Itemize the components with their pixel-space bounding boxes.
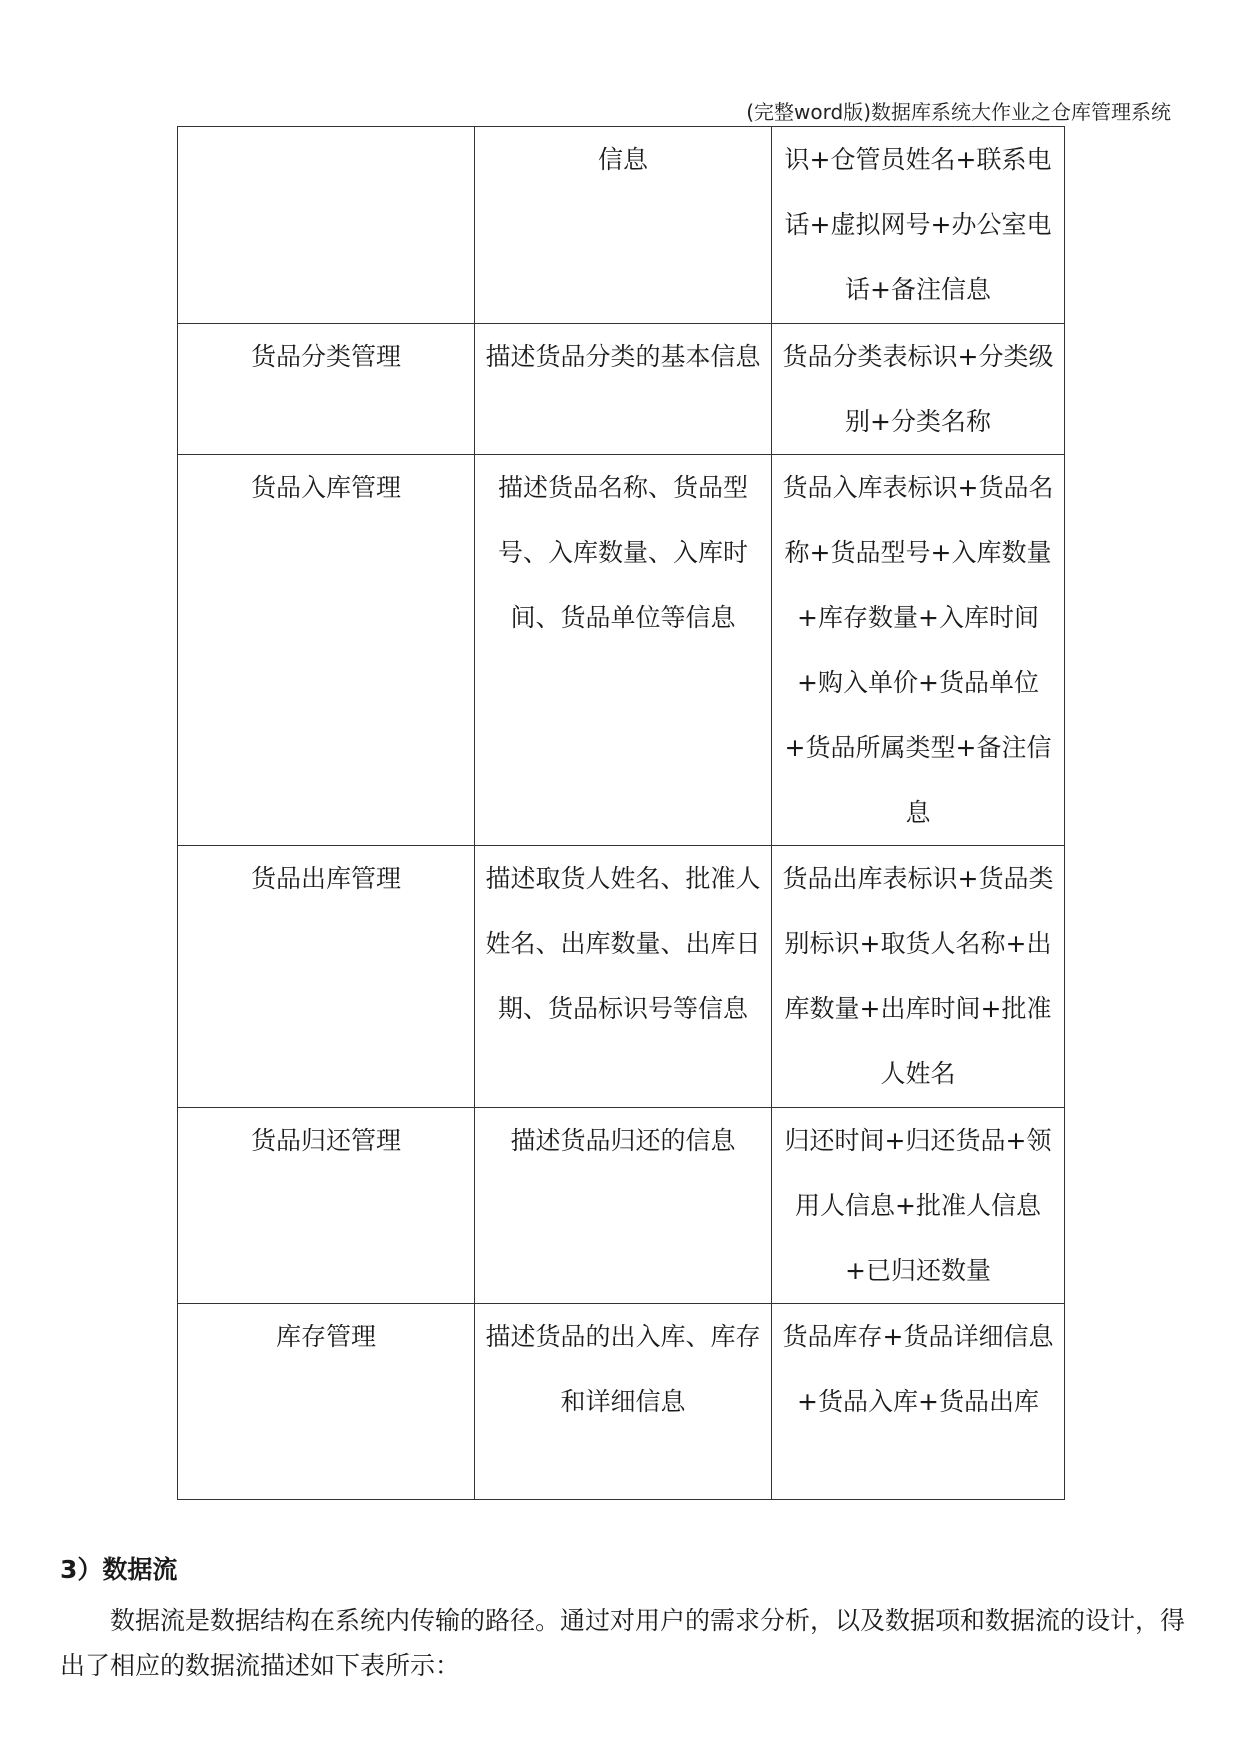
table-row [178, 846, 1065, 1108]
table-cell-name: 库存管理 [178, 1304, 475, 1500]
table-cell-structure: 货品库存+货品详细信息+货品入库+货品出库 [772, 1304, 1065, 1500]
table-row [178, 324, 1065, 455]
table-cell-name [178, 127, 475, 324]
table-cell-structure: 归还时间+归还货品+领用人信息+批准人信息+已归还数量 [772, 1108, 1065, 1304]
table-row [178, 127, 1065, 324]
table-cell-desc: 信息 [475, 127, 772, 324]
data-dictionary-table [177, 126, 1065, 1500]
table-cell-name: 货品入库管理 [178, 455, 475, 846]
section-paragraph: 数据流是数据结构在系统内传输的路径。通过对用户的需求分析，以及数据项和数据流的设计，得出了相应的数据流描述如下表所示： [60, 1606, 1186, 1680]
section-heading: 3）数据流 [60, 1555, 178, 1584]
table-cell-desc: 描述货品归还的信息 [475, 1108, 772, 1304]
table-row [178, 1108, 1065, 1304]
table-cell-structure: 识+仓管员姓名+联系电话+虚拟网号+办公室电话+备注信息 [772, 127, 1065, 324]
table-cell-desc: 描述取货人姓名、批准人姓名、出库数量、出库日期、货品标识号等信息 [475, 846, 772, 1108]
page-header-title: (完整word版)数据库系统大作业之仓库管理系统 [746, 100, 1171, 124]
table-cell-desc: 描述货品的出入库、库存和详细信息 [475, 1304, 772, 1500]
table-cell-name: 货品出库管理 [178, 846, 475, 1108]
table-cell-structure: 货品出库表标识+货品类别标识+取货人名称+出库数量+出库时间+批准人姓名 [772, 846, 1065, 1108]
table-cell-desc: 描述货品分类的基本信息 [475, 324, 772, 455]
table-cell-structure: 货品入库表标识+货品名称+货品型号+入库数量+库存数量+入库时间+购入单价+货品单位+货品所属类型+备注信息 [772, 455, 1065, 846]
table-cell-structure: 货品分类表标识+分类级别+分类名称 [772, 324, 1065, 455]
table-cell-name: 货品归还管理 [178, 1108, 475, 1304]
table-row [178, 455, 1065, 846]
table-cell-desc: 描述货品名称、货品型号、入库数量、入库时间、货品单位等信息 [475, 455, 772, 846]
table-row [178, 1304, 1065, 1500]
table-cell-name: 货品分类管理 [178, 324, 475, 455]
